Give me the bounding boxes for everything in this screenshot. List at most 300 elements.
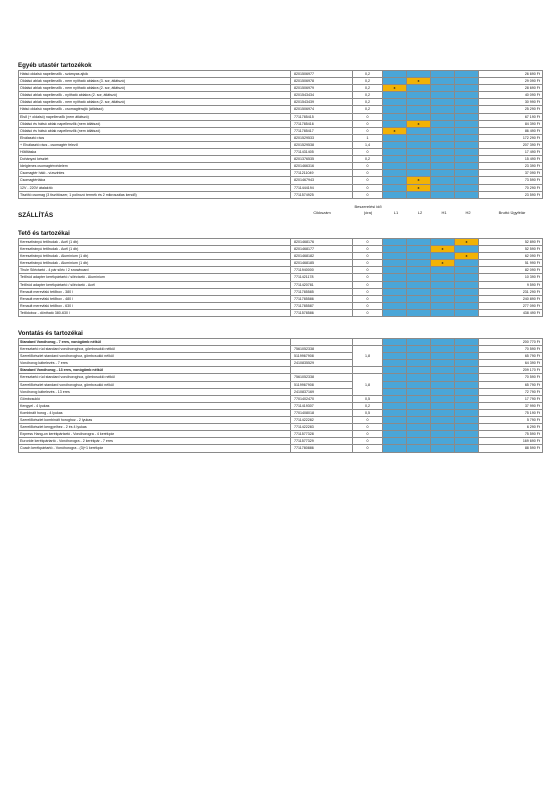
item-name: Hűtőtáska [19, 149, 291, 156]
item-price: 72 790 Ft [479, 388, 543, 395]
table-row [19, 353, 543, 360]
variant-l2-cell [407, 438, 431, 445]
item-price: 9 590 Ft [479, 281, 543, 288]
item-install-time: 0 [353, 184, 383, 191]
variant-l1-cell: x [383, 85, 407, 92]
item-name: Csomagtér háló - vízszintes [19, 170, 291, 177]
item-name: 12V - 220V átalakító [19, 184, 291, 191]
variant-h2-cell [455, 274, 479, 281]
item-name: Ideiglenes csomagtérvédelem [19, 163, 291, 170]
item-price: 10 390 Ft [479, 274, 543, 281]
table-row [19, 367, 543, 374]
item-name: + Elválasztó rács - csomagtér felező [19, 141, 291, 148]
item-price: 84 390 Ft [479, 120, 543, 127]
table-row [19, 360, 543, 367]
variant-h1-cell [431, 402, 455, 409]
variant-l2-cell [407, 409, 431, 416]
item-code: 7711211049 [291, 170, 353, 177]
item-name: Hátsó oldalsó napellenzők - szárnyas ajtók [19, 71, 291, 78]
variant-h1-cell [431, 156, 455, 163]
item-code: 7711577329 [291, 438, 353, 445]
variant-h2-cell [455, 402, 479, 409]
header-h1: H1 [441, 210, 447, 215]
variant-h1-cell [431, 78, 455, 85]
variant-h1-cell [431, 134, 455, 141]
item-name: Euroride kerékpártartó - Vonóhorogra - 2 kerékpár - 7 eres [19, 438, 291, 445]
item-install-time: 0 [353, 163, 383, 170]
item-price: 75 590 Ft [479, 431, 543, 438]
table-row [19, 149, 543, 156]
variant-l2-cell [407, 127, 431, 134]
item-code: 7711422283 [291, 424, 353, 431]
item-price: 25 290 Ft [479, 106, 543, 113]
item-install-time: 0 [353, 191, 383, 198]
item-code: 8201529538 [291, 141, 353, 148]
item-install-time: 0 [353, 177, 383, 184]
variant-l2-cell [407, 85, 431, 92]
item-price: 17 790 Ft [479, 395, 543, 402]
variant-h2-cell [455, 409, 479, 416]
item-name: Oldalsó ablak napellenzők - nem nyitható ablakra (2. sor, átlátszó) [19, 85, 291, 92]
variant-l2-cell [407, 339, 431, 346]
table-row [19, 156, 543, 163]
item-name: Gömbcsukló [19, 395, 291, 402]
variant-l1-cell [383, 374, 407, 381]
table-row [19, 267, 543, 274]
variant-h2-cell [455, 374, 479, 381]
variant-h2-cell [455, 106, 479, 113]
variant-l2-cell [407, 92, 431, 99]
item-code [291, 367, 353, 374]
item-install-time: 0 [353, 120, 383, 127]
item-price: 70 590 Ft [479, 346, 543, 353]
item-install-time: 0,2 [353, 402, 383, 409]
item-install-time-merged: 1,8 [353, 346, 383, 367]
item-code: 7711421178 [291, 274, 353, 281]
table-row [19, 177, 543, 184]
header-beszereles: Beszerelési idő (óra) [354, 204, 382, 215]
variant-l2-cell [407, 431, 431, 438]
variant-l2-cell [407, 445, 431, 452]
variant-l2-cell [407, 106, 431, 113]
item-code: 8201468177 [291, 246, 353, 253]
variant-h2-cell [455, 281, 479, 288]
variant-l2-cell [407, 260, 431, 267]
variant-h2-cell [455, 99, 479, 106]
variant-l2-cell: x [407, 78, 431, 85]
item-name: Oldalsó ablak napellenzők - nem nyitható ablakra (2. sor, átlátszó) [19, 99, 291, 106]
variant-h1-cell [431, 85, 455, 92]
item-install-time: 1,4 [353, 141, 383, 148]
item-price: 51 990 Ft [479, 260, 543, 267]
variant-l1-cell [383, 170, 407, 177]
variant-l2-cell [407, 281, 431, 288]
item-price: 52 890 Ft [479, 239, 543, 246]
item-code: 8201468182 [291, 253, 353, 260]
section-vontatas [18, 330, 542, 453]
table-row [19, 113, 543, 120]
variant-l1-cell [383, 246, 407, 253]
variant-h1-cell [431, 309, 455, 316]
variant-h2-cell [455, 85, 479, 92]
table-row [19, 302, 543, 309]
item-name: Oldalsó ablak napellenzők - nyitható ablakra (2. sor, átlátszó) [19, 92, 291, 99]
table-row [19, 295, 543, 302]
variant-l2-cell [407, 302, 431, 309]
item-install-time-merged: 1,8 [353, 374, 383, 395]
table-row [19, 141, 543, 148]
item-name: Szerelőkészlet standard vonóhoroghoz, gömbcsukló nélkül [19, 353, 291, 360]
item-price: 88 590 Ft [479, 445, 543, 452]
variant-h1-cell [431, 360, 455, 367]
item-install-time: 0 [353, 431, 383, 438]
variant-h2-cell [455, 360, 479, 367]
item-name: Keresztartó rúd standard vonóhoroghoz, gömbcsukló nélkül [19, 374, 291, 381]
item-name: Szerelőkészlet kombinált horoghoz - 2 lyukas [19, 417, 291, 424]
variant-l2-cell [407, 346, 431, 353]
item-name: Elválasztó rács [19, 134, 291, 141]
item-code: 8201506977 [291, 71, 353, 78]
variant-l1-cell [383, 106, 407, 113]
item-price: 438 490 Ft [479, 309, 543, 316]
variant-h1-cell [431, 106, 455, 113]
variant-l2-cell [407, 71, 431, 78]
variant-h2-cell [455, 388, 479, 395]
item-install-time: 0 [353, 309, 383, 316]
table-row [19, 274, 543, 281]
variant-l2-cell [407, 288, 431, 295]
variant-h2-cell [455, 267, 479, 274]
variant-h2-cell [455, 346, 479, 353]
item-price: 231 290 Ft [479, 288, 543, 295]
item-price: 37 990 Ft [479, 402, 543, 409]
item-price: 5 790 Ft [479, 417, 543, 424]
item-install-time: 0 [353, 274, 383, 281]
variant-h1-cell [431, 127, 455, 134]
variant-l1-cell [383, 431, 407, 438]
variant-l1-cell [383, 302, 407, 309]
variant-h2-cell [455, 260, 479, 267]
variant-l1-cell [383, 71, 407, 78]
table-row [19, 409, 543, 416]
variant-l1-cell [383, 288, 407, 295]
variant-l2-cell [407, 274, 431, 281]
table-row [19, 85, 543, 92]
item-price: 6 290 Ft [479, 424, 543, 431]
variant-h1-cell [431, 381, 455, 388]
item-install-time: 0 [353, 260, 383, 267]
item-install-time: 0 [353, 424, 383, 431]
item-price: 73 590 Ft [479, 177, 543, 184]
variant-h1-cell [431, 163, 455, 170]
table-row [19, 288, 543, 295]
variant-l2-cell [407, 156, 431, 163]
header-cikkszam: Cikkszám [313, 210, 331, 215]
item-price: 277 090 Ft [479, 302, 543, 309]
variant-h1-cell [431, 431, 455, 438]
table-row [19, 309, 543, 316]
variant-h2-cell [455, 339, 479, 346]
item-name: Szerelőkészlet standard vonóhoroghoz, gömbcsukló nélkül [19, 381, 291, 388]
table-row [19, 445, 543, 452]
variant-h1-cell [431, 120, 455, 127]
variant-h2-cell [455, 92, 479, 99]
item-code: 8201506974 [291, 106, 353, 113]
table-row [19, 431, 543, 438]
item-price: 209 170 Ft [479, 367, 543, 374]
variant-h2-cell [455, 120, 479, 127]
item-code: 7701402470 [291, 395, 353, 402]
item-install-time: 0,2 [353, 92, 383, 99]
item-name: Hátsó oldalsó napellenzők - csomagtérajtó (átlátszó) [19, 106, 291, 113]
table-vontatas [18, 338, 543, 453]
variant-h1-cell [431, 239, 455, 246]
variant-l1-cell [383, 388, 407, 395]
item-code: 7711785415 [291, 113, 353, 120]
item-price: 67 190 Ft [479, 113, 543, 120]
item-code: 7711431405 [291, 149, 353, 156]
item-install-time: 0,5 [353, 409, 383, 416]
variant-l1-cell [383, 253, 407, 260]
variant-h1-cell [431, 170, 455, 177]
variant-h1-cell [431, 388, 455, 395]
variant-l1-cell [383, 134, 407, 141]
item-code: 7711785417 [291, 127, 353, 134]
item-price: 23 590 Ft [479, 191, 543, 198]
variant-h1-cell [431, 302, 455, 309]
table-row [19, 381, 543, 388]
variant-l2-cell [407, 113, 431, 120]
variant-h2-cell [455, 163, 479, 170]
item-name: Tetődoboz - döntható 380-630 l [19, 309, 291, 316]
item-price: 86 490 Ft [479, 127, 543, 134]
variant-h1-cell [431, 71, 455, 78]
item-name: Thule Síléctartó - 4 pár síléc / 2 snowboard [19, 267, 291, 274]
item-name: Coach kerékpártartó - Vonóhorogra - (3)+1 kerékpár [19, 445, 291, 452]
section-teto [18, 230, 542, 317]
variant-l1-cell [383, 113, 407, 120]
variant-l1-cell [383, 149, 407, 156]
variant-l1-cell [383, 353, 407, 360]
item-install-time: 0,2 [353, 71, 383, 78]
variant-l1-cell [383, 339, 407, 346]
table-row [19, 184, 543, 191]
item-price: 64 390 Ft [479, 360, 543, 367]
item-install-time [353, 339, 383, 346]
variant-l2-cell [407, 149, 431, 156]
variant-h2-cell [455, 367, 479, 374]
item-code: 8201506979 [291, 85, 353, 92]
variant-h2-cell [455, 127, 479, 134]
item-install-time: 0 [353, 170, 383, 177]
variant-l2-cell [407, 246, 431, 253]
item-price: 26 690 Ft [479, 71, 543, 78]
table-row [19, 127, 543, 134]
item-install-time: 0 [353, 281, 383, 288]
item-name: Dohányzó készlet [19, 156, 291, 163]
item-code: 8201468185 [291, 260, 353, 267]
item-name: Kombinált horog - 4 lyukas [19, 409, 291, 416]
item-name: Tetőrúd adapter kerékpártartó / síléctartó - Alumínium [19, 274, 291, 281]
variant-l1-cell [383, 295, 407, 302]
item-price: 37 090 Ft [479, 170, 543, 177]
table-row [19, 92, 543, 99]
variant-l2-cell [407, 374, 431, 381]
table-row [19, 163, 543, 170]
table-row [19, 253, 543, 260]
item-price: 28 690 Ft [479, 85, 543, 92]
variant-h1-cell [431, 346, 455, 353]
variant-h1-cell [431, 267, 455, 274]
variant-h1-cell: x [431, 246, 455, 253]
header-ar: Bruttó Ügyfélár [498, 210, 526, 215]
item-price: 70 590 Ft [479, 374, 543, 381]
item-install-time: 0 [353, 302, 383, 309]
variant-h1-cell [431, 113, 455, 120]
item-name: Standard Vonóhorog - 13 eres, vonógömb nélkül [19, 367, 291, 374]
item-install-time: 0,5 [353, 395, 383, 402]
variant-l1-cell [383, 92, 407, 99]
variant-h1-cell [431, 92, 455, 99]
item-price: 207 390 Ft [479, 141, 543, 148]
table-row [19, 388, 543, 395]
table-row [19, 120, 543, 127]
table-row [19, 78, 543, 85]
column-header-band [18, 203, 542, 224]
variant-l1-cell [383, 438, 407, 445]
table-row [19, 346, 543, 353]
item-install-time: 0 [353, 417, 383, 424]
item-install-time: 0 [353, 267, 383, 274]
item-name: Oldalsó és hátsó ablak napellenzők (nem átlátszó) [19, 127, 291, 134]
header-h2: H2 [465, 210, 471, 215]
item-name: Oldalsó és hátsó ablak napellenzők (nem átlátszó) [19, 120, 291, 127]
item-name: Vonóhorog kábelezés - 7 eres [19, 360, 291, 367]
variant-h1-cell: x [431, 260, 455, 267]
item-price: 15 490 Ft [479, 156, 543, 163]
variant-h2-cell [455, 381, 479, 388]
item-name: Szerelőkészlet kengyelhez - 2 és 4 lyukas [19, 424, 291, 431]
table-row [19, 191, 543, 198]
table-teto [18, 238, 543, 317]
variant-l2-cell: x [407, 184, 431, 191]
item-price: 82 090 Ft [479, 267, 543, 274]
item-code: 7711940000 [291, 267, 353, 274]
table-row [19, 424, 543, 431]
section-title-teto: Tető és tartozékai [18, 230, 70, 237]
item-code: 8201467943 [291, 177, 353, 184]
variant-h2-cell [455, 445, 479, 452]
item-code: 7561052338 [291, 346, 353, 353]
item-name: Tetőrúd adapter kerékpártartó / síléctartó - Acél [19, 281, 291, 288]
item-code: 7711785416 [291, 120, 353, 127]
variant-l2-cell [407, 381, 431, 388]
variant-h1-cell [431, 339, 455, 346]
table-row [19, 395, 543, 402]
item-code: 7711444194 [291, 184, 353, 191]
table-row [19, 99, 543, 106]
variant-h2-cell: x [455, 253, 479, 260]
variant-l1-cell [383, 417, 407, 424]
table-row [19, 239, 543, 246]
variant-h2-cell [455, 417, 479, 424]
item-install-time: 0,2 [353, 85, 383, 92]
variant-h1-cell [431, 417, 455, 424]
item-name: Keresztirányú tetőrudak - Alumínium (1 db) [19, 260, 291, 267]
item-install-time: 0 [353, 295, 383, 302]
variant-h1-cell [431, 374, 455, 381]
variant-l1-cell [383, 78, 407, 85]
variant-h2-cell [455, 309, 479, 316]
variant-l2-cell [407, 388, 431, 395]
variant-h1-cell [431, 395, 455, 402]
variant-l2-cell [407, 367, 431, 374]
variant-h2-cell [455, 288, 479, 295]
variant-h1-cell [431, 295, 455, 302]
item-code: 7711574925 [291, 191, 353, 198]
variant-h2-cell [455, 134, 479, 141]
table-row [19, 417, 543, 424]
item-name: Standard Vonóhorog - 7 eres, vonógömb nélkül [19, 339, 291, 346]
item-code: 7701408018 [291, 409, 353, 416]
item-code: 2410835529 [291, 360, 353, 367]
variant-l1-cell [383, 409, 407, 416]
item-price: 240 890 Ft [479, 295, 543, 302]
item-code: 8201543439 [291, 99, 353, 106]
variant-l2-cell [407, 309, 431, 316]
item-name: Vonóhorog kábelezés - 13 eres [19, 388, 291, 395]
item-price: 62 090 Ft [479, 253, 543, 260]
variant-l2-cell [407, 239, 431, 246]
variant-l1-cell [383, 177, 407, 184]
item-code: 7711785587 [291, 302, 353, 309]
item-code: 7561052338 [291, 374, 353, 381]
variant-l2-cell [407, 353, 431, 360]
variant-h1-cell [431, 353, 455, 360]
variant-h2-cell [455, 156, 479, 163]
variant-h1-cell [431, 99, 455, 106]
table-row [19, 106, 543, 113]
variant-l2-cell [407, 360, 431, 367]
item-name: Renault merevfalú tetőbox - 630 l [19, 302, 291, 309]
table-row [19, 339, 543, 346]
variant-h2-cell [455, 184, 479, 191]
item-install-time: 0 [353, 127, 383, 134]
item-name: Renault merevfalú tetőbox - 480 l [19, 295, 291, 302]
variant-h2-cell [455, 78, 479, 85]
variant-l1-cell [383, 360, 407, 367]
variant-h1-cell [431, 177, 455, 184]
item-code: 7711577328 [291, 431, 353, 438]
variant-l1-cell [383, 445, 407, 452]
variant-h2-cell: x [455, 239, 479, 246]
item-code: 8201376535 [291, 156, 353, 163]
variant-l2-cell [407, 191, 431, 198]
section-title-vontatas: Vontatás és tartozékai [18, 330, 83, 337]
variant-l1-cell [383, 281, 407, 288]
item-name: Keresztirányú tetőrudak - Alumínium (1 db) [19, 253, 291, 260]
variant-h1-cell [431, 367, 455, 374]
item-name: Első (+ oldalsó) napellenzők (nem átlátszó) [19, 113, 291, 120]
table-row [19, 281, 543, 288]
variant-h2-cell [455, 113, 479, 120]
variant-h1-cell [431, 141, 455, 148]
variant-l2-cell [407, 253, 431, 260]
header-l2: L2 [417, 210, 423, 215]
variant-l1-cell [383, 309, 407, 316]
variant-h2-cell [455, 395, 479, 402]
item-install-time: 0,2 [353, 156, 383, 163]
